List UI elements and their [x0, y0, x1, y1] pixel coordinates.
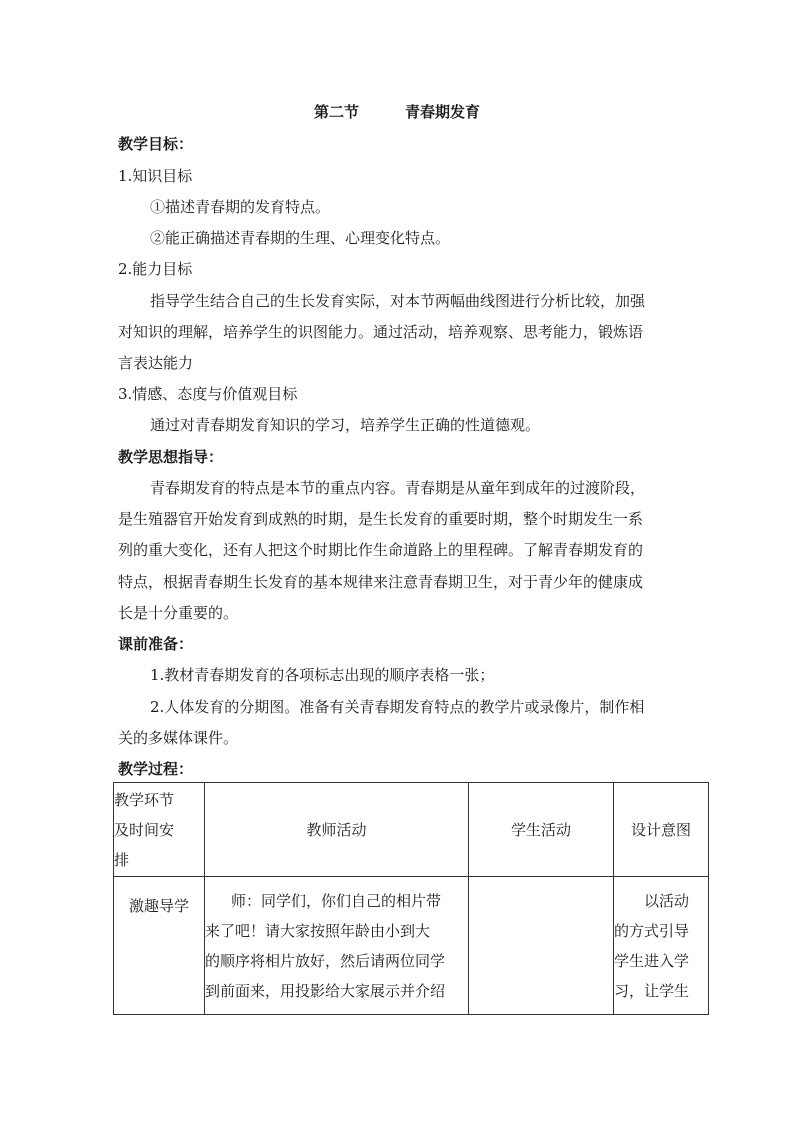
knowledge-item: ②能正确描述青春期的生理、心理变化特点。 [150, 229, 451, 247]
objectives-heading: 教学目标： [118, 135, 194, 153]
attitude-heading: 3.情感、态度与价值观目标 [118, 385, 298, 403]
preparation-heading: 课前准备： [118, 635, 194, 653]
teacher-line: 的顺序将相片放好，然后请两位同学 [205, 951, 446, 970]
teacher-activity-cell [205, 877, 469, 1015]
ability-heading: 2.能力目标 [118, 260, 193, 278]
ability-line: 言表达能力 [118, 354, 194, 372]
process-heading: 教学过程： [118, 760, 194, 778]
teacher-line: 来了吧！请大家按照年龄由小到大 [205, 921, 431, 940]
table-header-row [114, 783, 709, 877]
guidance-line: 长是十分重要的。 [118, 604, 239, 622]
title-section: 第二节 [313, 103, 359, 121]
process-table [113, 782, 709, 1015]
guidance-heading: 教学思想指导： [118, 448, 224, 466]
intent-line: 以活动 [644, 891, 690, 910]
page-title [0, 102, 794, 122]
guidance-line: 特点，根据青春期生长发育的基本规律来注意青春期卫生，对于青少年的健康成 [118, 573, 644, 591]
header-stage-cell [114, 783, 205, 877]
header-intent-cell: 设计意图 [614, 783, 709, 877]
header-stage-line: 教学环节 [114, 790, 175, 809]
teacher-line: 师：同学们，你们自己的相片带 [231, 891, 442, 910]
student-activity-cell [469, 877, 614, 1015]
intent-line: 习，让学生 [614, 981, 690, 1000]
knowledge-item: ①描述青春期的发育特点。 [150, 198, 331, 216]
intent-line: 的方式引导 [614, 921, 690, 940]
ability-line: 指导学生结合自己的生长发育实际，对本节两幅曲线图进行分析比较，加强 [150, 292, 646, 310]
guidance-line: 列的重大变化，还有人把这个时期比作生命道路上的里程碑。了解青春期发育的 [118, 541, 644, 559]
intent-cell [614, 877, 709, 1015]
guidance-line: 青春期发育的特点是本节的重点内容。青春期是从童年到成年的过渡阶段， [150, 479, 646, 497]
intent-line: 学生进入学 [614, 951, 690, 970]
header-teacher-cell: 教师活动 [205, 783, 469, 877]
teacher-line: 到前面来，用投影给大家展示并介绍 [205, 981, 446, 1000]
attitude-line: 通过对青春期发育知识的学习，培养学生正确的性道德观。 [150, 416, 541, 434]
knowledge-heading: 1.知识目标 [118, 167, 193, 185]
header-stage-line: 及时间安 [114, 820, 175, 839]
header-stage-line: 排 [114, 850, 130, 869]
title-topic: 青春期发育 [405, 103, 481, 121]
preparation-line: 关的多媒体课件。 [118, 729, 239, 747]
header-student-cell: 学生活动 [469, 783, 614, 877]
guidance-line: 是生殖器官开始发育到成熟的时期，是生长发育的重要时期，整个时期发生一系 [118, 510, 644, 528]
stage-cell: 激趣导学 [114, 877, 205, 1015]
preparation-line: 2.人体发育的分期图。准备有关青春期发育特点的教学片或录像片，制作相 [150, 698, 645, 716]
table-row [114, 877, 709, 1015]
preparation-line: 1.教材青春期发育的各项标志出现的顺序表格一张； [150, 666, 495, 684]
ability-line: 对知识的理解，培养学生的识图能力。通过活动，培养观察、思考能力，锻炼语 [118, 323, 644, 341]
